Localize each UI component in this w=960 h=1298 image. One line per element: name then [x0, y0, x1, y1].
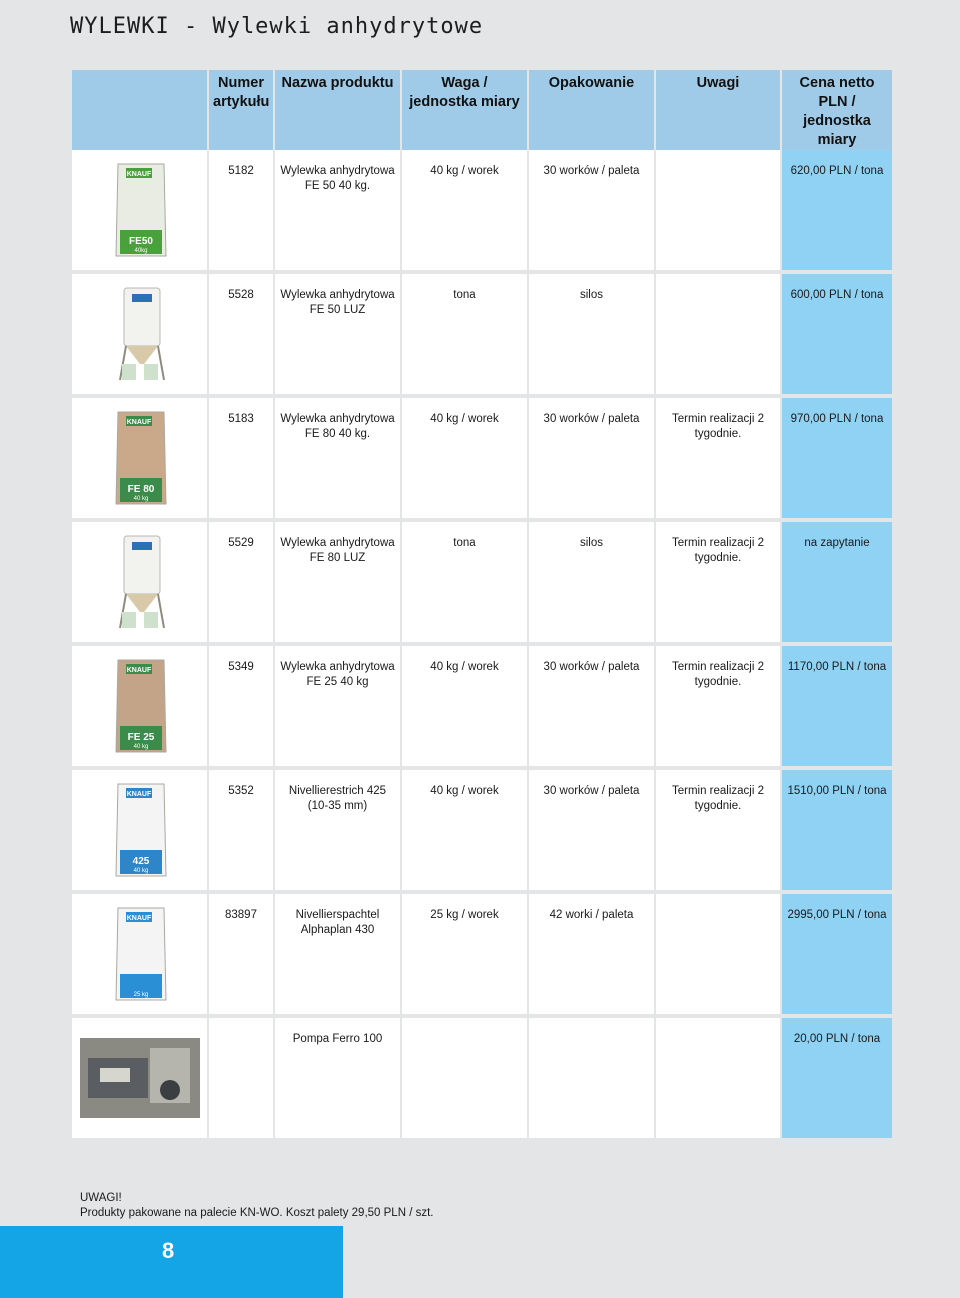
bag-label-text: 425 — [132, 856, 149, 867]
weight-unit — [401, 1016, 528, 1138]
product-image — [80, 408, 200, 508]
notes — [655, 1016, 781, 1138]
page-number: 8 — [162, 1238, 175, 1263]
product-image — [80, 160, 200, 260]
packaging: 30 worków / paleta — [528, 644, 655, 768]
notes: Termin realizacji 2 tygodnie. — [655, 520, 781, 644]
header-weight-unit: Waga / jednostka miary — [401, 70, 528, 150]
net-price: 970,00 PLN / tona — [781, 396, 892, 520]
table-row — [72, 150, 892, 272]
product-image — [80, 904, 200, 1004]
header-price: Cena netto PLN / jednostka miary — [781, 70, 892, 150]
pump-control-panel — [100, 1068, 130, 1082]
weight-unit: 25 kg / worek — [401, 892, 528, 1016]
notes — [655, 892, 781, 1016]
article-number: 5182 — [208, 150, 274, 272]
weight-unit: 40 kg / worek — [401, 396, 528, 520]
article-number: 5349 — [208, 644, 274, 768]
table-row — [72, 272, 892, 396]
product-image — [80, 1028, 200, 1128]
product-image-cell — [72, 644, 208, 768]
notes: Termin realizacji 2 tygodnie. — [655, 768, 781, 892]
net-price: 620,00 PLN / tona — [781, 150, 892, 272]
bag-label-text: FE 25 — [127, 732, 154, 743]
header-article-number: Numer artykułu — [208, 70, 274, 150]
bag-small — [144, 612, 158, 628]
article-number — [208, 1016, 274, 1138]
header-product-name: Nazwa produktu — [274, 70, 401, 150]
product-name: Wylewka anhydrytowa FE 80 LUZ — [274, 520, 401, 644]
table-row — [72, 768, 892, 892]
product-image-cell — [72, 396, 208, 520]
weight-unit: 40 kg / worek — [401, 150, 528, 272]
weight-unit: 40 kg / worek — [401, 644, 528, 768]
weight-unit: 40 kg / worek — [401, 768, 528, 892]
bag-brand-text: KNAUF — [126, 667, 151, 674]
pump-wheel — [160, 1080, 180, 1100]
product-name: Wylewka anhydrytowa FE 25 40 kg — [274, 644, 401, 768]
article-number: 83897 — [208, 892, 274, 1016]
product-image-cell — [72, 272, 208, 396]
table-row — [72, 520, 892, 644]
silo-funnel — [126, 594, 158, 612]
notes: Termin realizacji 2 tygodnie. — [655, 644, 781, 768]
bag-small — [122, 612, 136, 628]
table-row — [72, 1016, 892, 1138]
product-name: Wylewka anhydrytowa FE 80 40 kg. — [274, 396, 401, 520]
packaging — [528, 1016, 655, 1138]
bag-sublabel-text: 40 kg — [133, 868, 148, 874]
weight-unit: tona — [401, 520, 528, 644]
packaging: 30 worków / paleta — [528, 396, 655, 520]
note-title: UWAGI! — [80, 1192, 122, 1204]
bag-brand-text: KNAUF — [126, 915, 151, 922]
weight-unit: tona — [401, 272, 528, 396]
silo-leg — [158, 346, 164, 380]
packaging: 30 worków / paleta — [528, 150, 655, 272]
price-table — [72, 70, 892, 1138]
product-image — [80, 532, 200, 632]
table-row — [72, 396, 892, 520]
notes: Termin realizacji 2 tygodnie. — [655, 396, 781, 520]
article-number: 5528 — [208, 272, 274, 396]
article-number: 5529 — [208, 520, 274, 644]
net-price: na zapytanie — [781, 520, 892, 644]
silo-funnel — [126, 346, 158, 364]
product-name: Wylewka anhydrytowa FE 50 LUZ — [274, 272, 401, 396]
packaging: 42 worki / paleta — [528, 892, 655, 1016]
table-row — [72, 644, 892, 768]
product-name: Nivellierspachtel Alphaplan 430 — [274, 892, 401, 1016]
page-title: WYLEWKI - Wylewki anhydrytowe — [70, 14, 484, 39]
note-block — [80, 1191, 433, 1221]
bag-label-text: FE50 — [128, 236, 153, 247]
notes — [655, 150, 781, 272]
table-body — [72, 150, 892, 1138]
silo-logo — [132, 294, 152, 302]
net-price: 1170,00 PLN / tona — [781, 644, 892, 768]
table-row — [72, 892, 892, 1016]
product-image-cell — [72, 520, 208, 644]
product-image — [80, 656, 200, 756]
product-image-cell — [72, 892, 208, 1016]
bag-small — [144, 364, 158, 380]
net-price: 2995,00 PLN / tona — [781, 892, 892, 1016]
bag-label-text: FE 80 — [127, 484, 154, 495]
product-image-cell — [72, 768, 208, 892]
packaging: 30 worków / paleta — [528, 768, 655, 892]
bag-sublabel-text: 40 kg — [133, 744, 148, 750]
product-image-cell — [72, 150, 208, 272]
product-name: Wylewka anhydrytowa FE 50 40 kg. — [274, 150, 401, 272]
packaging: silos — [528, 272, 655, 396]
product-image — [80, 284, 200, 384]
net-price: 600,00 PLN / tona — [781, 272, 892, 396]
bag-sublabel-text: 40 kg — [133, 496, 148, 502]
header-packaging: Opakowanie — [528, 70, 655, 150]
bag-brand-text: KNAUF — [126, 171, 151, 178]
article-number: 5352 — [208, 768, 274, 892]
bag-brand-text: KNAUF — [126, 791, 151, 798]
bag-sublabel-text: 25 kg — [133, 992, 148, 998]
silo-leg — [158, 594, 164, 628]
product-image-cell — [72, 1016, 208, 1138]
bag-small — [122, 364, 136, 380]
note-text: Produkty pakowane na palecie KN-WO. Koszt palety 29,50 PLN / szt. — [80, 1207, 434, 1219]
article-number: 5183 — [208, 396, 274, 520]
bag-sublabel-text: 40kg — [133, 248, 148, 254]
product-name: Nivellierestrich 425 (10-35 mm) — [274, 768, 401, 892]
table-header-row — [72, 70, 892, 150]
product-image — [80, 780, 200, 880]
packaging: silos — [528, 520, 655, 644]
bag-brand-text: KNAUF — [126, 419, 151, 426]
silo-logo — [132, 542, 152, 550]
notes — [655, 272, 781, 396]
net-price: 1510,00 PLN / tona — [781, 768, 892, 892]
header-image — [72, 70, 208, 150]
net-price: 20,00 PLN / tona — [781, 1016, 892, 1138]
header-notes: Uwagi — [655, 70, 781, 150]
product-name: Pompa Ferro 100 — [274, 1016, 401, 1138]
